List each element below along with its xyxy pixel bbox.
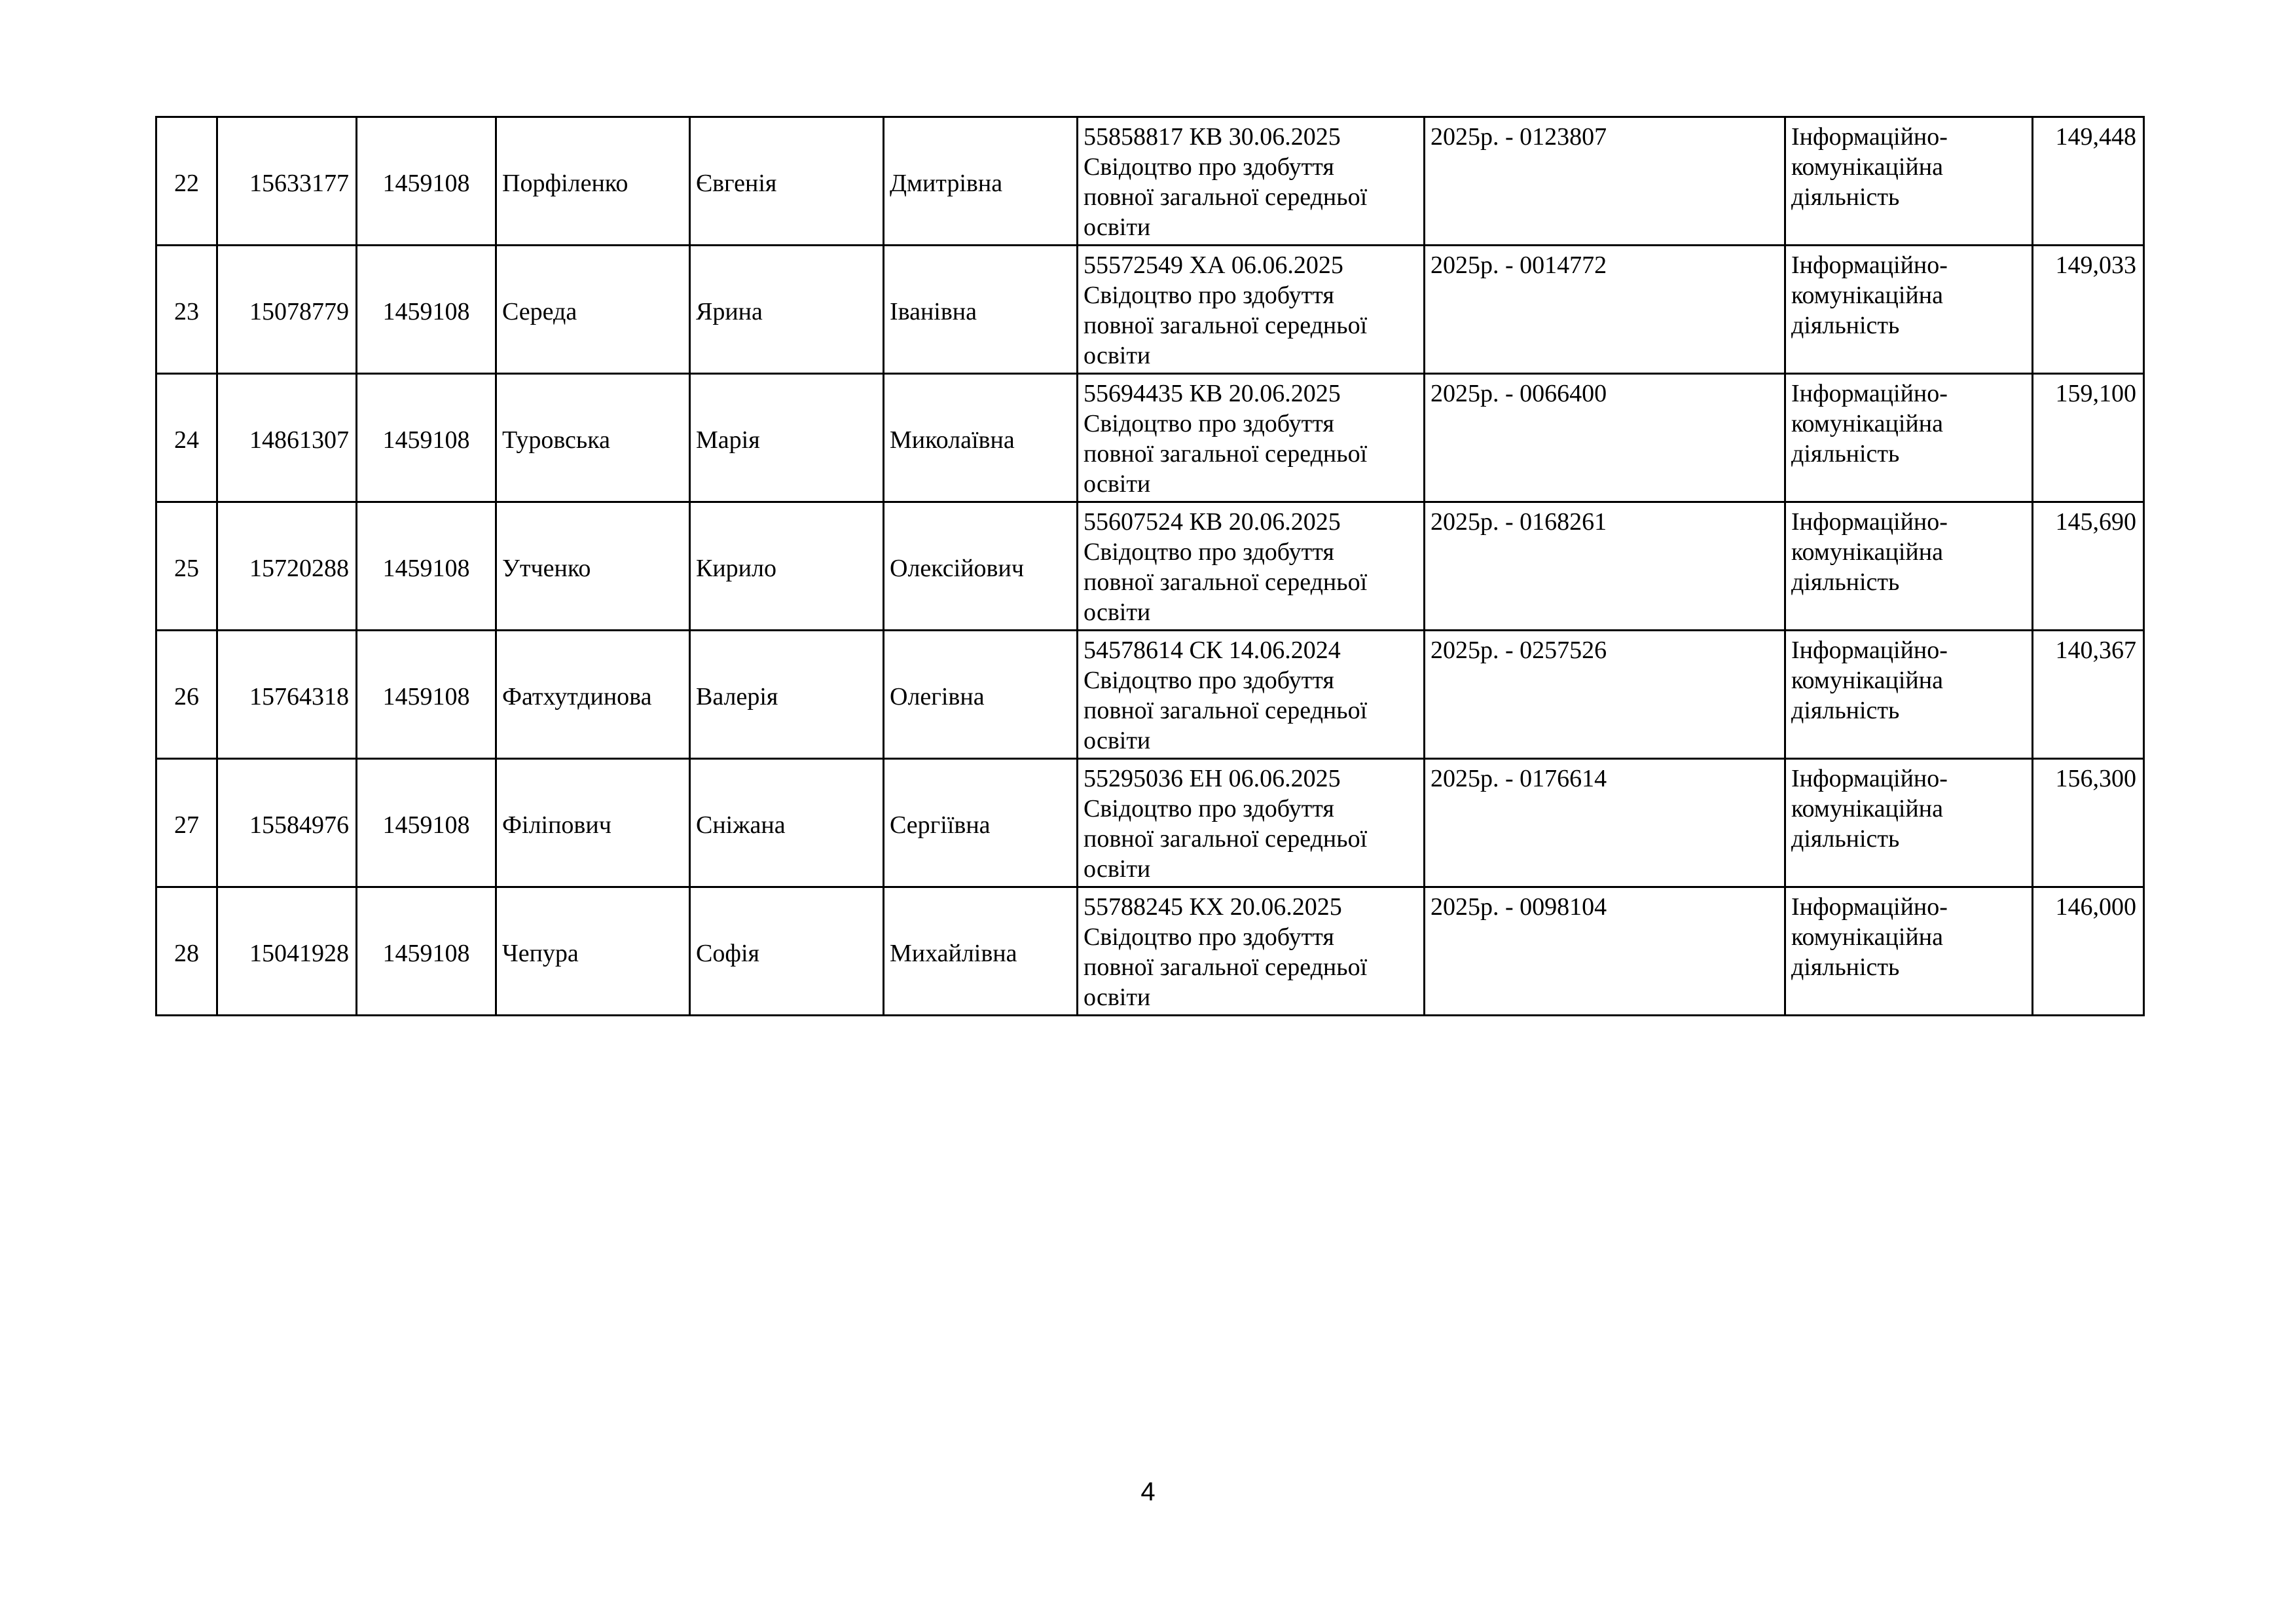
competitive-score-cell	[2033, 374, 2144, 502]
education-document-text: освіти	[1084, 984, 1151, 1011]
row-number-cell	[156, 117, 217, 246]
registration-number-cell	[1425, 374, 1785, 502]
middle-name-text: Олегівна	[890, 682, 985, 710]
program-code-text: 1459108	[382, 297, 470, 325]
registration-number-text: 2025р. - 0066400	[1430, 380, 1607, 407]
education-document-text: повної загальної середньої	[1084, 697, 1368, 724]
first-name-text: Сніжана	[696, 811, 786, 839]
last-name-text: Чепура	[502, 939, 579, 967]
specialty-text: діяльність	[1791, 183, 1900, 211]
row-number-text: 23	[174, 297, 199, 325]
education-document-text: освіти	[1084, 470, 1151, 498]
registration-number-cell	[1425, 246, 1785, 374]
middle-name-text: Іванівна	[890, 297, 977, 325]
middle-name-text: Олексійович	[890, 554, 1024, 582]
specialty-cell	[1785, 759, 2033, 887]
last-name-cell	[496, 631, 690, 759]
education-document-text: освіти	[1084, 855, 1151, 883]
applicant-id-cell	[217, 759, 357, 887]
row-number-cell	[156, 631, 217, 759]
first-name-cell	[690, 374, 884, 502]
first-name-text: Софія	[696, 939, 760, 967]
specialty-text: діяльність	[1791, 697, 1900, 724]
competitive-score-text: 140,367	[2055, 637, 2136, 664]
specialty-text: комунікаційна	[1791, 923, 1943, 951]
applicant-id-text: 15078779	[249, 297, 349, 325]
first-name-text: Валерія	[696, 682, 778, 710]
row-number-text: 28	[174, 939, 199, 967]
program-code-text: 1459108	[382, 169, 470, 197]
applicant-id-cell	[217, 374, 357, 502]
education-document-cell	[1078, 887, 1425, 1016]
middle-name-text: Михайлівна	[890, 939, 1017, 967]
specialty-text: Інформаційно-	[1791, 893, 1948, 921]
first-name-cell	[690, 887, 884, 1016]
row-number-cell	[156, 887, 217, 1016]
first-name-cell	[690, 246, 884, 374]
education-document-text: повної загальної середньої	[1084, 183, 1368, 211]
applicant-id-cell	[217, 502, 357, 631]
registration-number-text: 2025р. - 0257526	[1430, 637, 1607, 664]
applicants-table	[155, 116, 2145, 1016]
first-name-text: Кирило	[696, 554, 776, 582]
competitive-score-text: 146,000	[2055, 893, 2136, 921]
last-name-cell	[496, 759, 690, 887]
program-code-text: 1459108	[382, 682, 470, 710]
last-name-cell	[496, 502, 690, 631]
first-name-cell	[690, 502, 884, 631]
education-document-text: повної загальної середньої	[1084, 440, 1368, 468]
first-name-text: Ярина	[696, 297, 763, 325]
row-number-text: 24	[174, 426, 199, 454]
education-document-text: Свідоцтво про здобуття	[1084, 410, 1334, 437]
specialty-text: комунікаційна	[1791, 538, 1943, 566]
middle-name-cell	[884, 246, 1078, 374]
specialty-text: комунікаційна	[1791, 153, 1943, 181]
specialty-text: діяльність	[1791, 825, 1900, 853]
row-number-cell	[156, 502, 217, 631]
competitive-score-text: 149,033	[2055, 251, 2136, 279]
applicants-table-body	[156, 117, 2144, 1016]
specialty-text: Інформаційно-	[1791, 508, 1948, 536]
row-number-text: 25	[174, 554, 199, 582]
table-row	[156, 502, 2144, 631]
middle-name-text: Миколаївна	[890, 426, 1015, 454]
first-name-text: Євгенія	[696, 169, 777, 197]
program-code-cell	[357, 887, 496, 1016]
specialty-text: діяльність	[1791, 568, 1900, 596]
middle-name-text: Дмитрівна	[890, 169, 1003, 197]
middle-name-cell	[884, 374, 1078, 502]
program-code-cell	[357, 631, 496, 759]
education-document-text: 55858817 КВ 30.06.2025	[1084, 123, 1341, 151]
specialty-text: комунікаційна	[1791, 795, 1943, 822]
specialty-text: комунікаційна	[1791, 282, 1943, 309]
competitive-score-cell	[2033, 117, 2144, 246]
last-name-cell	[496, 117, 690, 246]
middle-name-cell	[884, 502, 1078, 631]
row-number-cell	[156, 374, 217, 502]
specialty-text: діяльність	[1791, 953, 1900, 981]
applicant-id-text: 15764318	[249, 682, 349, 710]
applicant-id-text: 15584976	[249, 811, 349, 839]
last-name-text: Фатхутдинова	[502, 682, 652, 710]
education-document-text: Свідоцтво про здобуття	[1084, 667, 1334, 694]
specialty-cell	[1785, 374, 2033, 502]
row-number-cell	[156, 246, 217, 374]
applicant-id-text: 15633177	[249, 169, 349, 197]
registration-number-cell	[1425, 502, 1785, 631]
registration-number-text: 2025р. - 0123807	[1430, 123, 1607, 151]
specialty-text: Інформаційно-	[1791, 637, 1948, 664]
competitive-score-text: 145,690	[2055, 508, 2136, 536]
applicant-id-cell	[217, 246, 357, 374]
row-number-text: 27	[174, 811, 199, 839]
table-row	[156, 117, 2144, 246]
registration-number-text: 2025р. - 0014772	[1430, 251, 1607, 279]
specialty-text: комунікаційна	[1791, 410, 1943, 437]
specialty-text: Інформаційно-	[1791, 765, 1948, 792]
registration-number-text: 2025р. - 0168261	[1430, 508, 1607, 536]
middle-name-cell	[884, 887, 1078, 1016]
specialty-cell	[1785, 631, 2033, 759]
education-document-text: Свідоцтво про здобуття	[1084, 282, 1334, 309]
registration-number-cell	[1425, 631, 1785, 759]
education-document-text: 55788245 КХ 20.06.2025	[1084, 893, 1342, 921]
competitive-score-cell	[2033, 246, 2144, 374]
program-code-cell	[357, 117, 496, 246]
registration-number-cell	[1425, 887, 1785, 1016]
first-name-cell	[690, 631, 884, 759]
education-document-cell	[1078, 759, 1425, 887]
program-code-cell	[357, 759, 496, 887]
applicant-id-text: 15041928	[249, 939, 349, 967]
education-document-text: повної загальної середньої	[1084, 953, 1368, 981]
specialty-cell	[1785, 502, 2033, 631]
table-row	[156, 759, 2144, 887]
applicant-id-text: 14861307	[249, 426, 349, 454]
program-code-text: 1459108	[382, 554, 470, 582]
row-number-text: 22	[174, 169, 199, 197]
education-document-text: освіти	[1084, 213, 1151, 241]
education-document-text: 55295036 ЕН 06.06.2025	[1084, 765, 1341, 792]
competitive-score-cell	[2033, 759, 2144, 887]
competitive-score-text: 159,100	[2055, 380, 2136, 407]
program-code-text: 1459108	[382, 426, 470, 454]
first-name-text: Марія	[696, 426, 760, 454]
last-name-text: Середа	[502, 297, 577, 325]
specialty-text: Інформаційно-	[1791, 380, 1948, 407]
education-document-cell	[1078, 117, 1425, 246]
first-name-cell	[690, 117, 884, 246]
competitive-score-text: 156,300	[2055, 765, 2136, 792]
last-name-text: Туровська	[502, 426, 610, 454]
competitive-score-cell	[2033, 631, 2144, 759]
applicant-id-text: 15720288	[249, 554, 349, 582]
education-document-text: Свідоцтво про здобуття	[1084, 538, 1334, 566]
competitive-score-text: 149,448	[2055, 123, 2136, 151]
applicant-id-cell	[217, 117, 357, 246]
program-code-cell	[357, 246, 496, 374]
education-document-cell	[1078, 502, 1425, 631]
education-document-text: Свідоцтво про здобуття	[1084, 153, 1334, 181]
education-document-text: 55572549 ХА 06.06.2025	[1084, 251, 1343, 279]
middle-name-cell	[884, 759, 1078, 887]
specialty-text: комунікаційна	[1791, 667, 1943, 694]
specialty-text: діяльність	[1791, 312, 1900, 339]
program-code-cell	[357, 502, 496, 631]
competitive-score-cell	[2033, 502, 2144, 631]
education-document-text: повної загальної середньої	[1084, 568, 1368, 596]
middle-name-text: Сергіївна	[890, 811, 991, 839]
registration-number-cell	[1425, 759, 1785, 887]
last-name-text: Утченко	[502, 554, 591, 582]
registration-number-text: 2025р. - 0098104	[1430, 893, 1607, 921]
education-document-text: освіти	[1084, 599, 1151, 626]
program-code-cell	[357, 374, 496, 502]
education-document-cell	[1078, 246, 1425, 374]
registration-number-text: 2025р. - 0176614	[1430, 765, 1607, 792]
education-document-text: повної загальної середньої	[1084, 312, 1368, 339]
competitive-score-cell	[2033, 887, 2144, 1016]
row-number-text: 26	[174, 682, 199, 710]
program-code-text: 1459108	[382, 811, 470, 839]
middle-name-cell	[884, 631, 1078, 759]
table-row	[156, 374, 2144, 502]
specialty-cell	[1785, 117, 2033, 246]
first-name-cell	[690, 759, 884, 887]
applicant-id-cell	[217, 887, 357, 1016]
specialty-text: діяльність	[1791, 440, 1900, 468]
education-document-text: повної загальної середньої	[1084, 825, 1368, 853]
education-document-text: 55694435 КВ 20.06.2025	[1084, 380, 1341, 407]
specialty-text: Інформаційно-	[1791, 251, 1948, 279]
last-name-text: Філіпович	[502, 811, 611, 839]
education-document-cell	[1078, 374, 1425, 502]
education-document-text: Свідоцтво про здобуття	[1084, 795, 1334, 822]
registration-number-cell	[1425, 117, 1785, 246]
last-name-cell	[496, 887, 690, 1016]
last-name-cell	[496, 374, 690, 502]
program-code-text: 1459108	[382, 939, 470, 967]
table-row	[156, 887, 2144, 1016]
last-name-text: Порфіленко	[502, 169, 629, 197]
table-row	[156, 246, 2144, 374]
education-document-text: 54578614 СК 14.06.2024	[1084, 637, 1341, 664]
row-number-cell	[156, 759, 217, 887]
education-document-text: освіти	[1084, 342, 1151, 369]
applicant-id-cell	[217, 631, 357, 759]
middle-name-cell	[884, 117, 1078, 246]
education-document-text: освіти	[1084, 727, 1151, 754]
specialty-text: Інформаційно-	[1791, 123, 1948, 151]
education-document-text: 55607524 КВ 20.06.2025	[1084, 508, 1341, 536]
page-number: 4	[1140, 1477, 1156, 1506]
table-row	[156, 631, 2144, 759]
education-document-cell	[1078, 631, 1425, 759]
last-name-cell	[496, 246, 690, 374]
specialty-cell	[1785, 246, 2033, 374]
education-document-text: Свідоцтво про здобуття	[1084, 923, 1334, 951]
specialty-cell	[1785, 887, 2033, 1016]
